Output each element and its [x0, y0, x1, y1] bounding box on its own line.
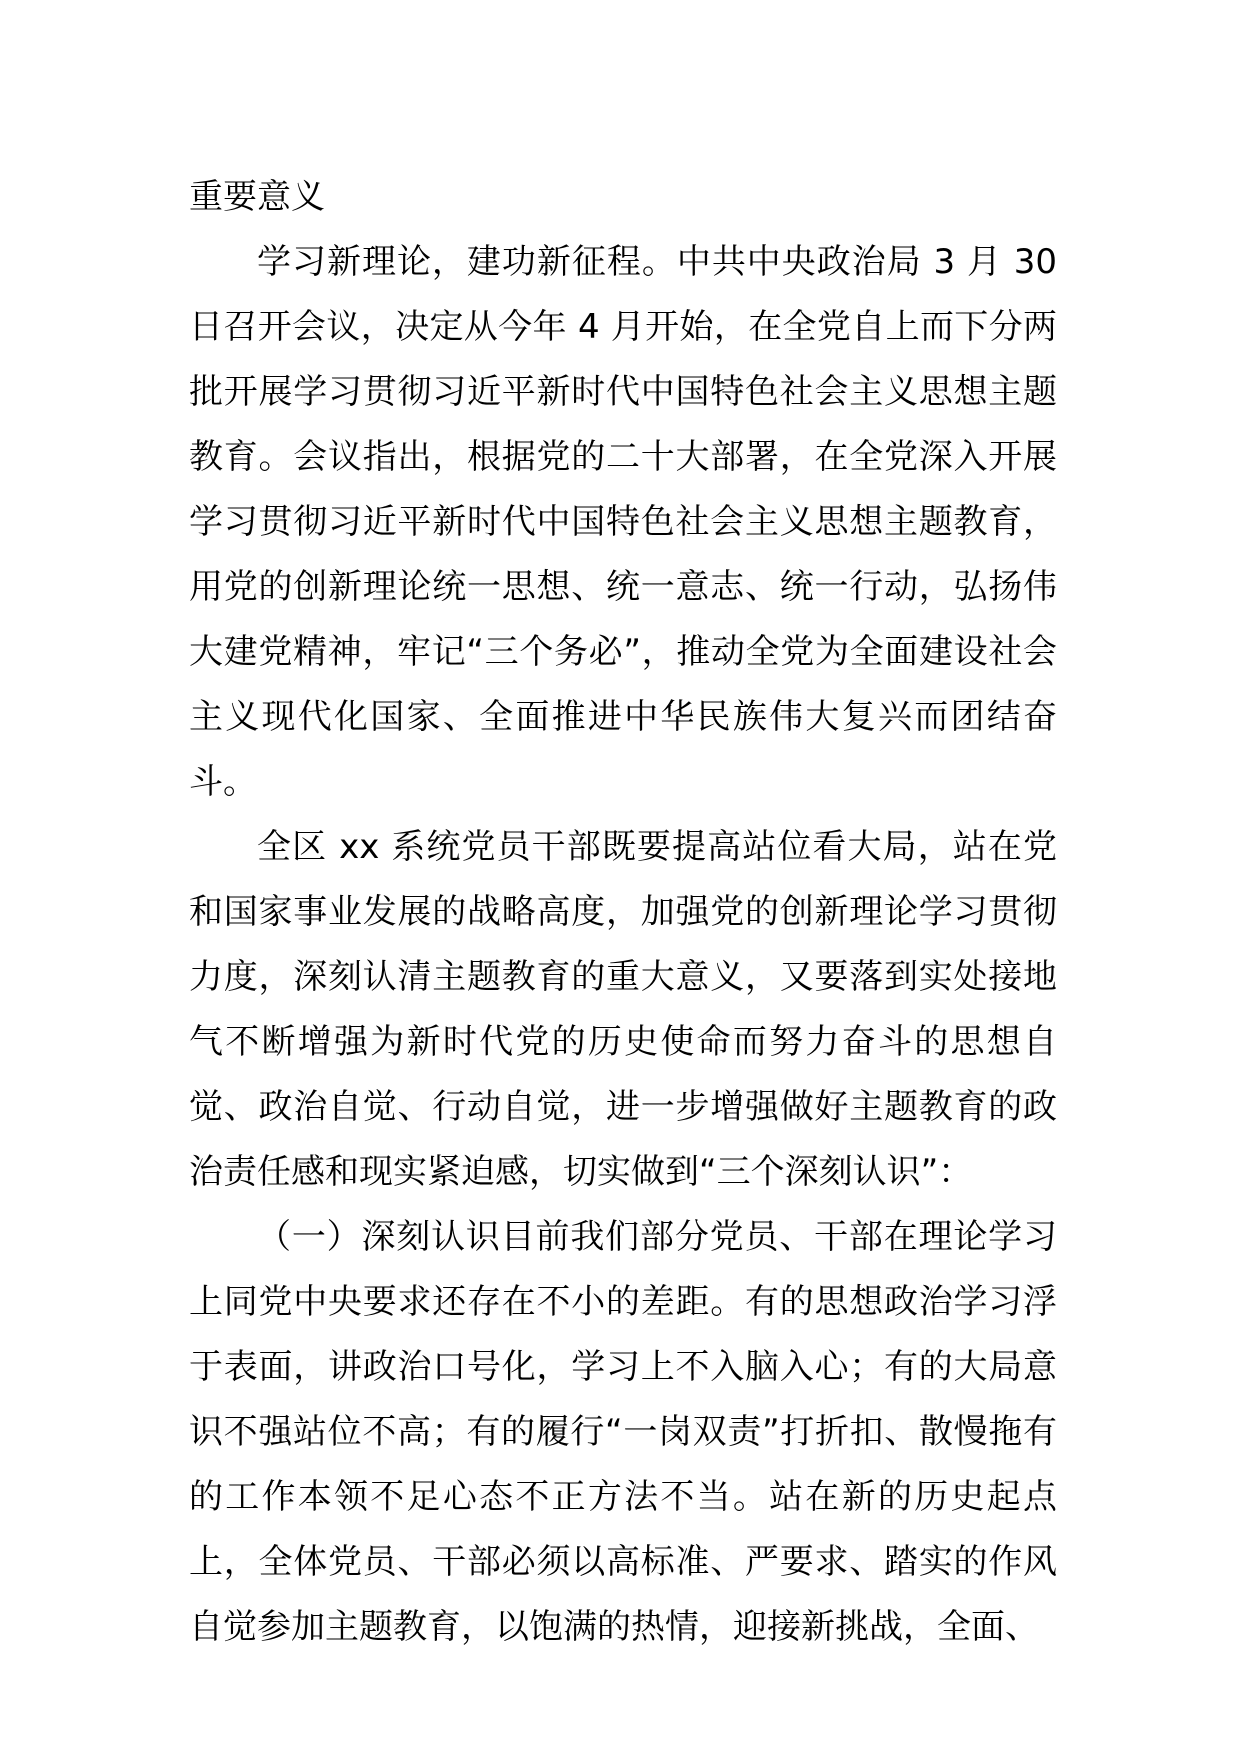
- document-body: [189, 165, 1057, 1660]
- paragraph-party-members-duty: 全区 xx 系统党员干部既要提高站位看大局，站在党和国家事业发展的战略高度，加强党的创新理论学习贯彻力度，深刻认清主题教育的重大意义，又要落到实处接地气不断增强为新时代党的历史使命而努力奋斗的思想自觉、政治自觉、行动自觉，进一步增强做好主题教育的政治责任感和现实紧迫感，切实做到“三个深刻认识”：: [189, 827, 1057, 1192]
- paragraph-item-one: （一）深刻认识目前我们部分党员、干部在理论学习上同党中央要求还存在不小的差距。有的思想政治学习浮于表面，讲政治口号化，学习上不入脑入心；有的大局意识不强站位不高；有的履行“一岗双责”打折扣、散慢拖有的工作本领不足心态不正方法不当。站在新的历史起点上，全体党员、干部必须以高标准、严要求、踏实的作风自觉参加主题教育，以饱满的热情，迎接新挑战，全面、: [189, 1217, 1057, 1647]
- paragraph-study-new-theory: 学习新理论，建功新征程。中共中央政治局 3 月 30 日召开会议，决定从今年 4 月开始，在全党自上而下分两批开展学习贯彻习近平新时代中国特色社会主义思想主题教育。会议指出，根据党的二十大部署，在全党深入开展学习贯彻习近平新时代中国特色社会主义思想主题教育，用党的创新理论统一思想、统一意志、统一行动，弘扬伟大建党精神，牢记“三个务必”，推动全党为全面建设社会主义现代化国家、全面推进中华民族伟大复兴而团结奋斗。: [189, 242, 1057, 802]
- section-heading-tail: 重要意义: [189, 177, 325, 217]
